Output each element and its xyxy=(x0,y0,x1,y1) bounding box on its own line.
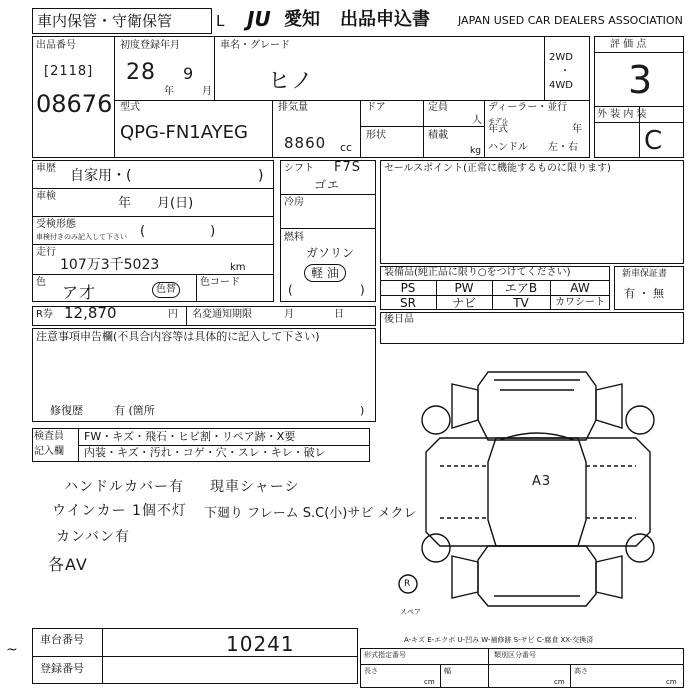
color-label: 色 xyxy=(36,277,46,288)
equip-aw: AW xyxy=(570,281,590,295)
capacity-label: 定員 xyxy=(428,102,448,113)
model-year-label-1: モデル xyxy=(488,117,509,125)
caution-label: 注意事項申告欄(不具合内容等は具体的に記入して下さい) xyxy=(36,330,320,343)
sales-point-label: セールスポイント(正常に機能するものに限ります) xyxy=(384,163,611,174)
equip-ps: PS xyxy=(400,281,416,295)
inspection-value: 年 月(日) xyxy=(118,196,194,211)
recycle-value: 12,870 xyxy=(64,304,117,322)
car-history-value: 自家用・( xyxy=(70,168,132,184)
load-label: 積載 xyxy=(428,130,448,141)
inspector-label-2: 記入欄 xyxy=(34,446,64,457)
tsumiori-value: ( ) xyxy=(140,224,216,239)
repair-label: 修復歴 xyxy=(50,404,83,417)
form-label: 形式指定番号 xyxy=(364,651,406,659)
width-label: 幅 xyxy=(444,667,451,675)
model-value: ヒノ xyxy=(268,69,314,94)
equip-navi: ナビ xyxy=(451,296,476,310)
door-label: ドア xyxy=(366,102,386,113)
equip-sr: SR xyxy=(400,296,416,310)
repair-value: 有 (箇所 xyxy=(114,404,155,417)
mileage-value: 107万3千5023 xyxy=(60,257,160,273)
color-change: 色替 xyxy=(152,282,180,298)
shift-label: シフト xyxy=(284,163,314,174)
ju-logo: JU xyxy=(247,7,271,31)
displacement-value: 8860 xyxy=(284,134,327,152)
mileage-label: 走行 xyxy=(36,247,56,258)
height-unit: cm xyxy=(666,678,677,686)
width-unit: cm xyxy=(554,678,565,686)
shape-label: 形状 xyxy=(366,130,386,141)
inspector-row-2: 内装・キズ・汚れ・コゲ・穴・スレ・キレ・破レ xyxy=(84,446,326,459)
shift-mark: ゴエ xyxy=(314,178,341,192)
after-label: 後日品 xyxy=(384,314,414,325)
drive-dot: ・ xyxy=(560,66,570,77)
note-line-1: ハンドルカバー有 xyxy=(64,479,184,495)
first-reg-month: 9 xyxy=(183,64,195,83)
inspector-label-1: 検査員 xyxy=(34,431,64,442)
recycle-label: R券 xyxy=(36,309,53,320)
fuel-label: 燃料 xyxy=(284,232,304,243)
note-right-1: 現車シャーシ xyxy=(210,479,300,495)
note-line-3: カンバン有 xyxy=(56,529,131,545)
tsumiori-label: 受検形態 xyxy=(36,219,76,230)
grade-value: 3 xyxy=(628,58,654,102)
diagram-mark: A3 xyxy=(532,474,552,489)
storage-label: 車内保管・守衛保管 xyxy=(37,12,173,30)
ac-label: 冷房 xyxy=(284,197,304,208)
year-unit: 年 xyxy=(164,86,174,97)
tsumiori-note: 車検付きのみ記入して下さい xyxy=(36,233,127,241)
storage-mark: L xyxy=(216,12,225,30)
color-value: ア才 xyxy=(62,283,97,302)
fuel-diesel: 軽 油 xyxy=(304,264,346,282)
first-reg-label: 初度登録年月 xyxy=(120,40,180,51)
equip-pw: PW xyxy=(454,281,474,295)
transfer-value: 月 日 xyxy=(284,309,344,320)
doc-title: 出品申込書 xyxy=(340,9,430,30)
recycle-unit: 円 xyxy=(168,309,178,320)
inspection-label: 車検 xyxy=(36,191,56,202)
load-unit: kg xyxy=(470,146,481,156)
drive-4wd: 4WD xyxy=(549,80,573,91)
corner-mark: ~ xyxy=(6,642,19,658)
color-code-label: 色コード xyxy=(200,277,240,288)
reg-label: 登録番号 xyxy=(40,662,84,675)
dealer-label: ディーラー・並行 xyxy=(488,102,568,113)
warranty-value: 有 ・ 無 xyxy=(624,287,664,300)
note-right-2: 下廻り フレーム S.C(小)サビ メクレ xyxy=(204,506,417,521)
fuel-bracket-left: ( xyxy=(288,283,293,297)
interior-grade: C xyxy=(644,126,664,156)
first-reg-year: 28 xyxy=(126,60,156,85)
model-year-label-2: 年式 xyxy=(488,124,508,135)
drive-2wd: 2WD xyxy=(549,52,573,63)
shift-value: F7S xyxy=(334,160,362,175)
spare-mark: R xyxy=(404,579,411,589)
displacement-unit: cc xyxy=(340,141,353,154)
lot-number: 08676 xyxy=(36,90,113,118)
length-unit: cm xyxy=(424,678,435,686)
note-line-2: ウインカー 1個不灯 xyxy=(52,503,187,519)
steering-label: ハンドル xyxy=(488,142,528,153)
fuel-gas: ガソリン xyxy=(306,246,355,260)
note-line-4: 各AV xyxy=(48,555,88,574)
steering-value: 左・右 xyxy=(548,142,578,153)
capacity-unit: 人 xyxy=(472,115,482,126)
height-label: 高さ xyxy=(574,667,588,675)
repair-close: ) xyxy=(360,404,365,417)
month-unit: 月 xyxy=(202,86,212,97)
chassis-value: 10241 xyxy=(226,632,295,656)
equipment-label: 装備品(純正品に限り○をつけてください) xyxy=(384,267,571,278)
transfer-label: 名変通知期限 xyxy=(192,309,252,320)
inspector-row-1: FW・キズ・飛石・ヒビ割・リペア跡・X要 xyxy=(84,430,296,443)
length-label: 長さ xyxy=(364,667,378,675)
type-value: QPG-FN1AYEG xyxy=(120,122,248,143)
fuel-bracket-right: ) xyxy=(360,283,365,297)
ext-int-label: 外 装 内 装 xyxy=(597,109,647,120)
damage-legend: A-キズ E-エクボ U-凹み W-補修跡 S-サビ C-腐食 XX-交換済 xyxy=(404,636,594,644)
type-label: 型式 xyxy=(120,102,140,113)
org-name: 愛知 xyxy=(284,9,320,30)
lot-label: 出品番号 xyxy=(36,40,76,51)
model-label: 車名・グレード xyxy=(220,40,290,51)
chassis-label: 車台番号 xyxy=(40,633,84,646)
displacement-label: 排気量 xyxy=(278,102,308,113)
spare-label: スペア xyxy=(400,608,421,616)
car-history-label: 車歴 xyxy=(36,163,56,174)
org-english: JAPAN USED CAR DEALERS ASSOCIATION xyxy=(458,14,683,27)
mileage-unit: km xyxy=(230,262,246,273)
year-unit-2: 年 xyxy=(572,124,582,135)
lot-code: [2118] xyxy=(44,64,94,79)
car-history-close: ) xyxy=(258,168,264,184)
warranty-label: 新車保証書 xyxy=(622,269,668,279)
equip-airbag: エアB xyxy=(504,281,538,295)
equip-tv: TV xyxy=(513,296,529,310)
grade-label: 評 価 点 xyxy=(610,39,647,50)
equip-leather-seat: カワシート xyxy=(555,297,605,308)
class-label: 類別区分番号 xyxy=(494,651,536,659)
